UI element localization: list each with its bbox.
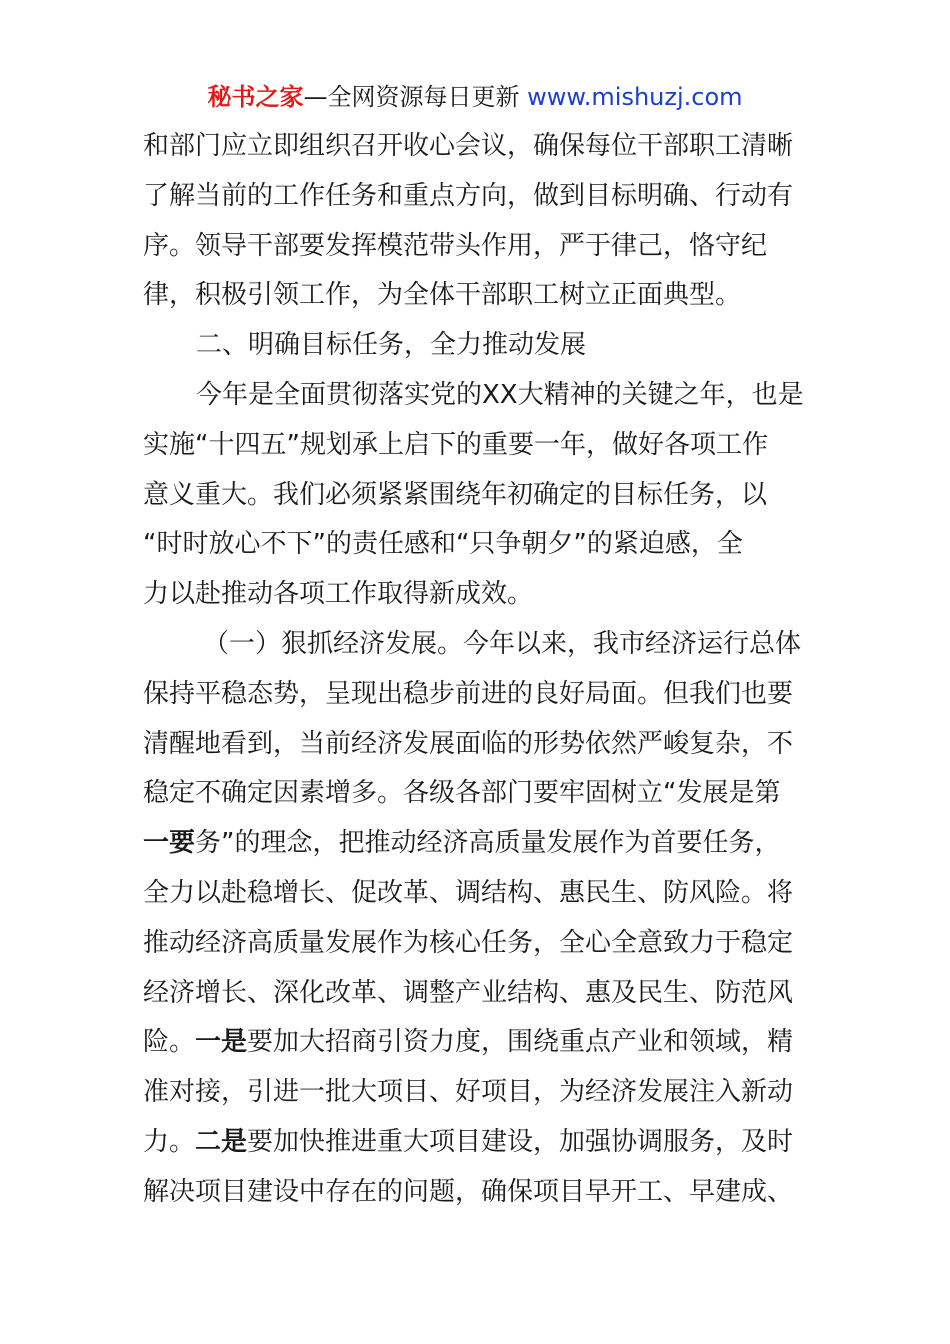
header-tagline: —全网资源每日更新 xyxy=(303,83,528,111)
text-segment: 二、明确目标任务，全力推动发展 xyxy=(196,330,587,361)
text-line xyxy=(143,122,808,172)
text-segment: 经济增长、深化改革、调整产业结构、惠及民生、防范风 xyxy=(143,977,794,1008)
text-segment: （一）狠抓经济发展。今年以来，我市经济运行总体 xyxy=(203,628,802,659)
text-segment: 和部门应立即组织召开收心会议，确保每位干部职工清晰 xyxy=(143,131,794,161)
text-line xyxy=(143,819,808,869)
bold-text-segment: 一是 xyxy=(195,1027,248,1058)
text-line xyxy=(143,969,808,1019)
text-segment: 清醒地看到，当前经济发展面临的形势依然严峻复杂，不 xyxy=(143,728,794,759)
text-segment: 准对接，引进一批大项目、好项目，为经济发展注入新动 xyxy=(143,1077,794,1108)
text-segment: 保持平稳态势，呈现出稳步前进的良好局面。但我们也要 xyxy=(143,678,794,709)
text-line xyxy=(143,670,808,720)
text-segment: 序。领导干部要发挥模范带头作用，严于律己，恪守纪 xyxy=(143,230,768,261)
document-body xyxy=(143,122,808,1218)
text-line xyxy=(143,769,808,819)
text-segment: “时时放心不下”的责任感和“只争朝夕”的紧迫感，全 xyxy=(143,529,743,560)
bold-text-segment: 一要 xyxy=(143,828,196,859)
page-header xyxy=(0,80,950,114)
text-segment: 了解当前的工作任务和重点方向，做到目标明确、行动有 xyxy=(143,180,794,211)
text-line xyxy=(143,869,808,919)
text-segment: 要加快推进重大项目建设，加强协调服务，及时 xyxy=(247,1126,794,1157)
text-segment: 力。 xyxy=(143,1126,196,1157)
text-line xyxy=(143,620,808,670)
text-line xyxy=(143,520,808,570)
text-segment: 实施“十四五”规划承上启下的重要一年，做好各项工作 xyxy=(143,429,768,460)
text-segment: 力以赴推动各项工作取得新成效。 xyxy=(143,579,534,610)
text-line xyxy=(143,720,808,770)
text-segment: 险。 xyxy=(143,1027,196,1058)
text-line xyxy=(143,1068,808,1118)
text-line xyxy=(143,1118,808,1168)
text-segment: 今年是全面贯彻落实党的XX大精神的关键之年，也是 xyxy=(196,379,804,410)
text-line xyxy=(143,570,808,620)
text-line xyxy=(143,222,808,272)
text-segment: 意义重大。我们必须紧紧围绕年初确定的目标任务，以 xyxy=(143,479,768,510)
text-segment: 推动经济高质量发展作为核心任务，全心全意致力于稳定 xyxy=(143,927,794,958)
text-line xyxy=(143,1168,808,1218)
text-segment: 稳定不确定因素增多。各级各部门要牢固树立“发展是第 xyxy=(143,778,781,809)
text-line xyxy=(143,371,808,421)
text-line xyxy=(143,421,808,471)
text-line xyxy=(143,919,808,969)
text-line xyxy=(143,172,808,222)
text-segment: 务”的理念，把推动经济高质量发展作为首要任务， xyxy=(195,828,781,859)
text-line xyxy=(143,471,808,521)
text-segment: 律，积极引领工作，为全体干部职工树立正面典型。 xyxy=(143,280,742,311)
text-segment: 要加大招商引资力度，围绕重点产业和领域，精 xyxy=(247,1027,794,1058)
header-url[interactable]: www.mishuzj.com xyxy=(527,83,743,111)
header-brand: 秘书之家 xyxy=(207,83,304,111)
text-segment: 全力以赴稳增长、促改革、调结构、惠民生、防风险。将 xyxy=(143,877,794,908)
text-line xyxy=(143,321,808,371)
text-line xyxy=(143,271,808,321)
text-line xyxy=(143,1018,808,1068)
bold-text-segment: 二是 xyxy=(195,1126,248,1157)
text-segment: 解决项目建设中存在的问题，确保项目早开工、早建成、 xyxy=(143,1176,794,1207)
